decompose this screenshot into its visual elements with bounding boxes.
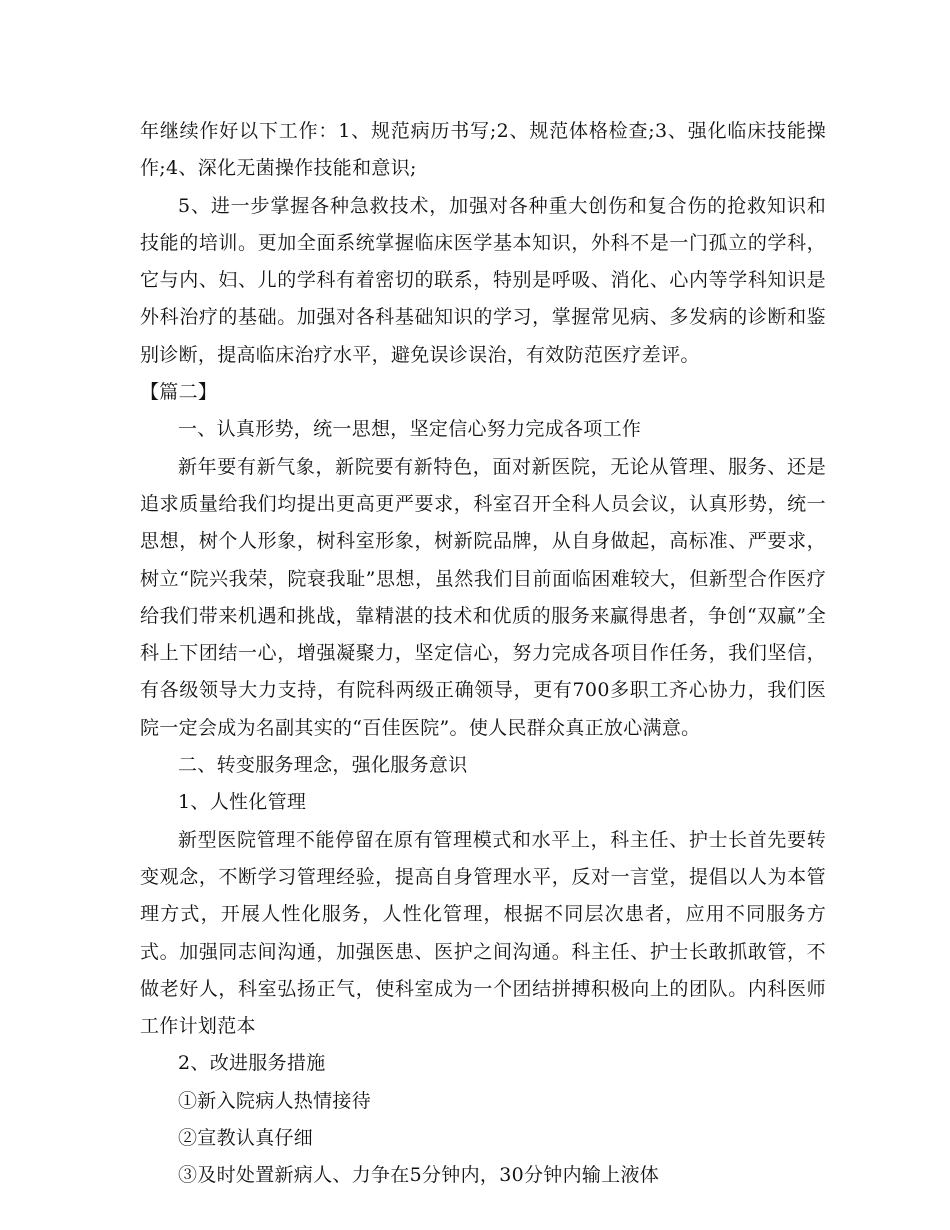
subheading-one: 一、认真形势，统一思想，坚定信心努力完成各项工作 [178, 418, 642, 441]
paragraph-management: 新型医院管理不能停留在原有管理模式和水平上，科主任、护士长首先要转变观念，不断学习管理经验，提高自身管理水平，反对一言堂，提倡以人为本管理方式，开展人性化服务，人性化管理，根据不同层次患者，应用不同服务方式。加强同志间沟通，加强医患、医护之间沟通。科主任、护士长敢抓敢管，不做老好人，科室弘扬正气，使科室成为一个团结拼搏积极向上的团队。内科医师工作计划范本 [140, 828, 826, 1038]
subheading-service-measures: 2、改进服务措施 [178, 1052, 326, 1075]
paragraph-new-hospital: 新年要有新气象，新院要有新特色，面对新医院，无论从管理、服务、还是追求质量给我们均提出更高更严要求，科室召开全科人员会议，认真形势，统一思想，树个人形象，树科室形象，树新院品牌，从自身做起，高标准、严要求，树立“院兴我荣，院衰我耻”思想，虽然我们目前面临困难较大，但新型合作医疗给我们带来机遇和挑战，靠精湛的技术和优质的服务来赢得患者，争创“双赢”全科上下团结一心，增强凝聚力，坚定信心，努力完成各项目作任务，我们坚信，有各级领导大力支持，有院科两级正确领导，更有700多职工齐心协力，我们医院一定会成为名副其实的“百佳医院”。使人民群众真正放心满意。 [140, 455, 826, 739]
list-item: ③及时处置新病人、力争在5分钟内，30分钟内输上液体 [178, 1164, 660, 1187]
paragraph-emergency-training: 5、进一步掌握各种急救技术，加强对各种重大创伤和复合伤的抢救知识和技能的培训。更加全面系统掌握临床医学基本知识，外科不是一门孤立的学科，它与内、妇、儿的学科有着密切的联系，特别是呼吸、消化、心内等学科知识是外科治疗的基础。加强对各科基础知识的学习，掌握常见病、多发病的诊断和鉴别诊断，提高临床治疗水平，避免误诊误治，有效防范医疗差评。 [140, 194, 826, 366]
list-item: ②宣教认真仔细 [178, 1127, 314, 1150]
document-body [140, 113, 826, 1195]
section-heading-part-two: 【篇二】 [140, 381, 218, 404]
subheading-humanized-management: 1、人性化管理 [178, 791, 307, 814]
subheading-two: 二、转变服务理念，强化服务意识 [178, 754, 468, 777]
list-item: ①新入院病人热情接待 [178, 1089, 372, 1112]
paragraph-work-items: 年继续作好以下工作：1、规范病历书写;2、规范体格检查;3、强化临床技能操作;4、深化无菌操作技能和意识; [140, 120, 826, 180]
